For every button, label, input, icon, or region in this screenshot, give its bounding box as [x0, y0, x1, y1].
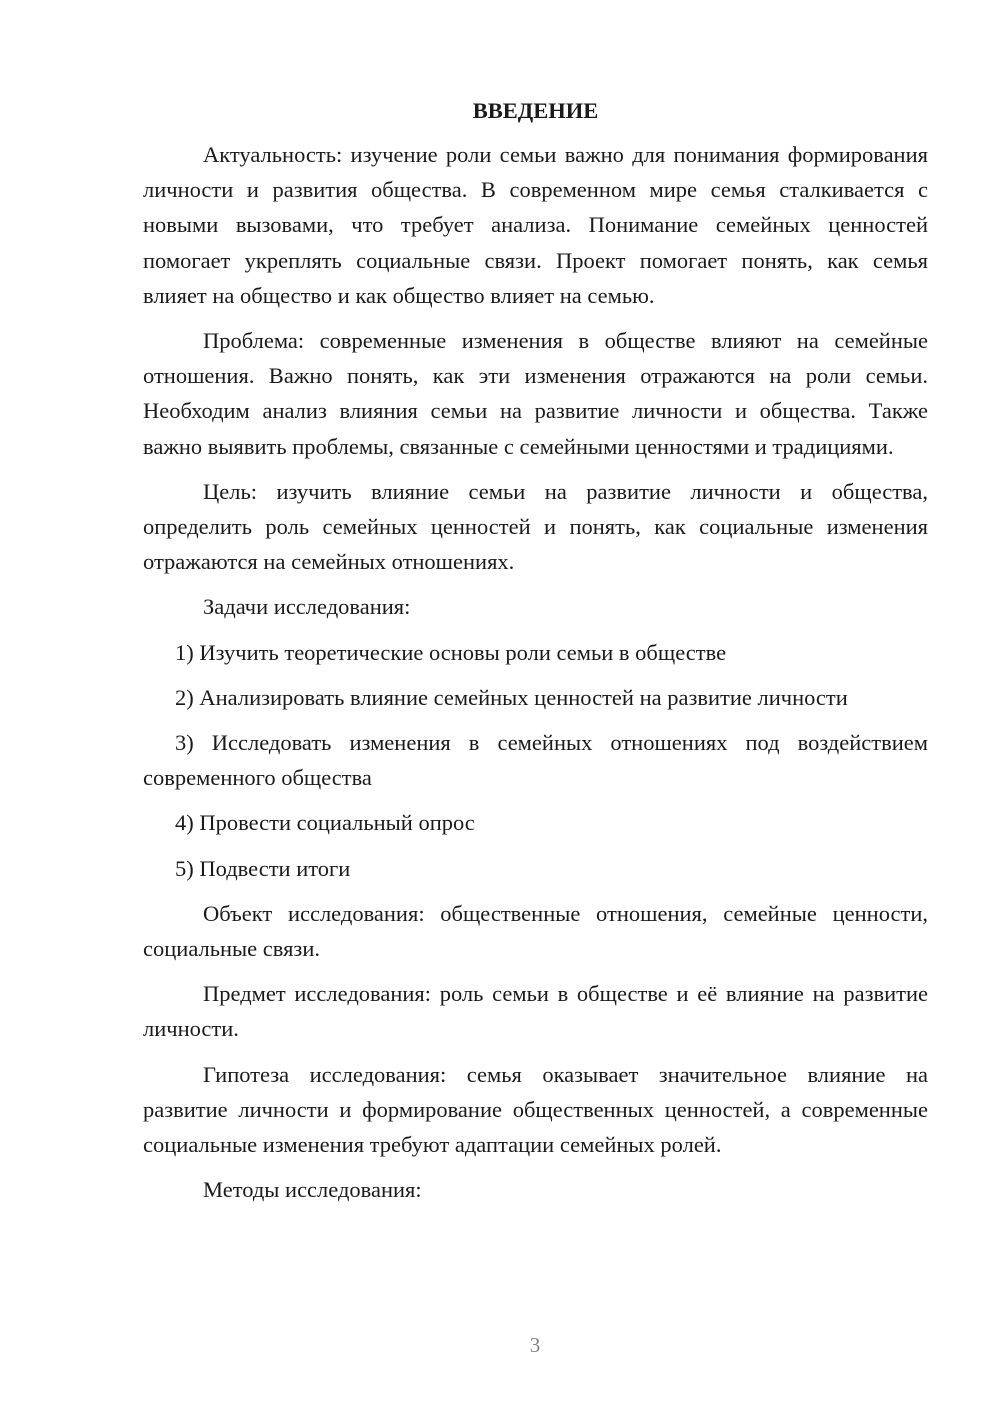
- relevance-paragraph: Актуальность: изучение роли семьи важно для понимания формирования личности и развития общества. В современном мире семья сталкивается с новыми вызовами, что требует анализа. Понимание семейных ценностей помогает укреплять социальные связи. Проект помогает понять, как семья влияет на общество и как общество влияет на семью.: [143, 142, 928, 308]
- object-paragraph: Объект исследования: общественные отношения, семейные ценности, социальные связи.: [143, 900, 928, 962]
- problem-paragraph: Проблема: современные изменения в обществе влияют на семейные отношения. Важно понять, как эти изменения отражаются на роли семьи. Необходим анализ влияния семьи на развитие личности и общества. Также важно выявить проблемы, связанные с семейными ценностями и традициями.: [143, 328, 928, 459]
- page-number: 3: [529, 1333, 541, 1357]
- task-item: 2) Анализировать влияние семейных ценностей на развитие личности: [175, 684, 848, 710]
- task-item: 3) Исследовать изменения в семейных отношениях под воздействием современного общества: [143, 730, 928, 791]
- methods-title: Методы исследования:: [203, 1177, 422, 1203]
- page-content: [143, 93, 928, 1217]
- task-item: 1) Изучить теоретические основы роли семьи в обществе: [175, 639, 727, 665]
- subject-paragraph: Предмет исследования: роль семьи в обществе и её влияние на развитие личности.: [143, 981, 928, 1042]
- hypothesis-paragraph: Гипотеза исследования: семья оказывает значительное влияние на развитие личности и формирование общественных ценностей, а современные социальные изменения требуют адаптации семейных ролей.: [143, 1061, 928, 1158]
- tasks-title: Задачи исследования:: [203, 594, 411, 620]
- goal-paragraph: Цель: изучить влияние семьи на развитие личности и общества, определить роль семейных ценностей и понять, как социальные изменения отражаются на семейных отношениях.: [143, 478, 928, 575]
- task-item: 5) Подвести итоги: [175, 855, 351, 881]
- section-heading: ВВЕДЕНИЕ: [472, 98, 599, 123]
- task-item: 4) Провести социальный опрос: [175, 810, 475, 836]
